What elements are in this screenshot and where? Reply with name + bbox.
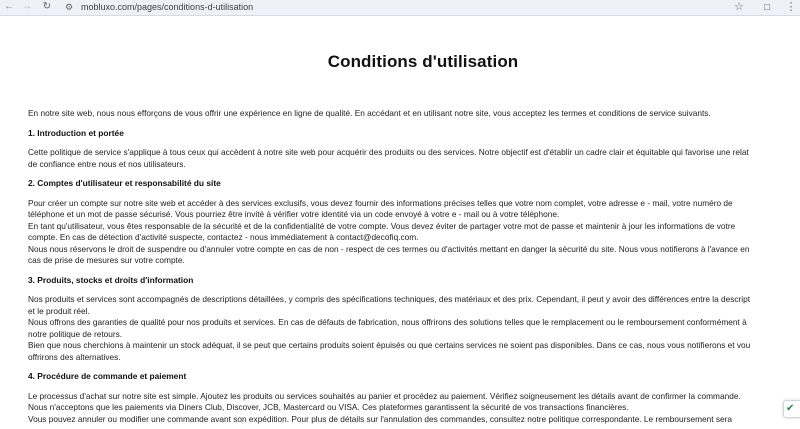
- section-heading: 3. Produits, stocks et droits d'information: [28, 274, 194, 285]
- section-line: Pour créer un compte sur notre site web et accéder à des services exclusifs, vous devez fournir des informations précises telles que votre nom complet, votre adresse e - mail, votre numéro de: [28, 197, 733, 208]
- section-line: Nos produits et services sont accompagnés de descriptions détaillées, y compris des spécifications techniques, des matériaux et des prix. Cependant, il peut y avoir des différences entre la descript: [28, 294, 751, 304]
- address-bar[interactable]: [58, 0, 756, 15]
- browser-toolbar: [0, 0, 800, 16]
- section-heading: 4. Procédure de commande et paiement: [28, 371, 187, 381]
- section-line: Nous nous réservons le droit de suspendre ou d'annuler votre compte en cas de non - respect de ces termes ou d'activités mettant en danger la sécurité du site. Nous vous notifierons à l'avance en: [28, 243, 750, 254]
- section-heading: 1. Introduction et portée: [28, 127, 124, 138]
- section-heading: 2. Comptes d'utilisateur et responsabilité du site: [28, 178, 221, 188]
- section-line: et le produit réel.: [28, 305, 90, 316]
- kebab-menu-icon[interactable]: ⋮: [785, 1, 797, 13]
- section-line: offrirons des alternatives.: [28, 351, 121, 362]
- back-arrow-icon[interactable]: ←: [4, 1, 14, 12]
- forward-arrow-icon[interactable]: →: [22, 1, 32, 12]
- star-icon[interactable]: ☆: [734, 1, 744, 13]
- reload-icon[interactable]: ↻: [42, 1, 52, 12]
- site-info-icon[interactable]: ⚙: [64, 2, 74, 12]
- puzzle-icon[interactable]: □: [763, 2, 771, 13]
- section-line: cas de prise de mesures sur votre compte.: [28, 255, 185, 265]
- section-line: Le processus d'achat sur notre site est simple. Ajoutez les produits ou services souhaités au panier et procédez au paiement. Vérifiez soigneusement les détails avant de confirmer la commande.: [28, 390, 741, 401]
- section-line: Bien que nous cherchions à maintenir un stock adéquat, il se peut que certains produits soient épuisés ou que certains services ne soient pas disponibles. Dans ce cas, nous vous notifierons et vou: [28, 340, 751, 350]
- section-line: Cette politique de service s'applique à tous ceux qui accèdent à notre site web pour acquérir des produits ou des services. Notre objectif est d'établir un cadre clair et équitable qui favorise une relat: [28, 147, 749, 157]
- section-line: Nous offrons des garanties de qualité pour nos produits et services. En cas de défauts de fabrication, nous offrirons des solutions telles que le remplacement ou le remboursement conformément à: [28, 317, 747, 327]
- intro-paragraph: En notre site web, nous nous efforçons de vous offrir une expérience en ligne de qualité. En accédant et en utilisant notre site, vous acceptez les termes et conditions de service suivants.: [28, 108, 711, 118]
- section-line: Vous pouvez annuler ou modifier une commande avant son expédition. Pour plus de détails sur l'annulation des commandes, consultez notre politique correspondante. Le remboursement sera: [28, 413, 733, 424]
- security-badge[interactable]: [783, 400, 800, 418]
- terms-body: [28, 108, 800, 425]
- section-line: notre politique de retours.: [28, 328, 123, 339]
- section-line: Nous n'acceptons que les paiements via Diners Club, Discover, JCB, Mastercard ou VISA. Ces plateformes garantissent la sécurité de vos transactions financières.: [28, 402, 629, 412]
- url-text[interactable]: mobluxo.com/pages/conditions-d-utilisation: [81, 2, 254, 12]
- shield-check-icon: ✔: [786, 403, 795, 414]
- page-content: [0, 16, 800, 429]
- section-line: téléphone et un mot de passe sécurisé. Vous pourriez être invité à vérifier votre identité via un code envoyé à votre e - mail ou à votre téléphone.: [28, 209, 560, 219]
- section-line: de confiance entre nous et nos utilisateurs.: [28, 158, 186, 169]
- page-title: Conditions d'utilisation: [327, 52, 519, 71]
- section-line: compte. En cas de détection d'activité suspecte, contactez - nous immédiatement à contact@decofiq.com.: [28, 232, 419, 242]
- section-line: En tant qu'utilisateur, vous êtes responsable de la sécurité et de la confidentialité de votre compte. Vous devez éviter de partager votre mot de passe et maintenir à jour les informations de votre: [28, 220, 736, 231]
